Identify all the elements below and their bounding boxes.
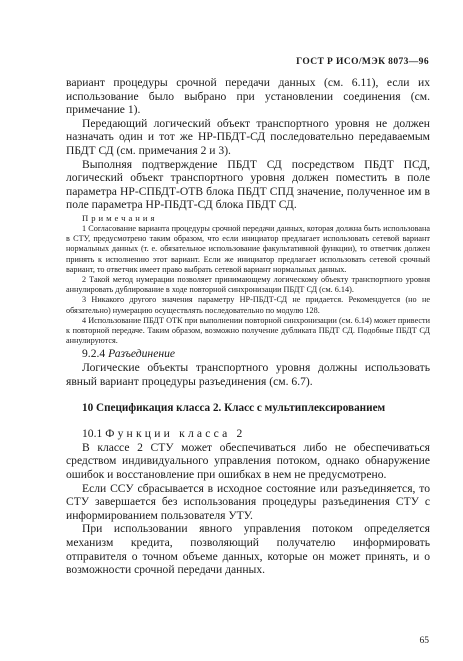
note-item: 3 Никакого другого значения параметру НР-ПБДТ-СД не придается. Рекомендуется (но не обязательно) нумерацию осуществлять последовательно по модулю 128. — [66, 295, 430, 315]
section-sub-heading — [66, 427, 430, 441]
sub-title: Функции класса 2 — [105, 427, 246, 441]
notes-heading: Примечания — [82, 212, 158, 223]
subsection-title: Разъединение — [108, 347, 176, 361]
note-item: 4 Использование ПБДТ ОТК при выполнении повторной синхронизации (см. 6.14) может привести к повторной передаче. Таким образом, возможно получение дубликата ПБДТ СД. Подобные ПБДТ СД аннулируются. — [66, 315, 430, 346]
paragraph: вариант процедуры срочной передачи данных (см. 6.11), если их использование было выбрано при установлении соединения (см. примечание 1). — [66, 76, 430, 117]
paragraph: Выполняя подтверждение ПБДТ СД посредством ПБДТ ПСД, логический объект транспортного уровня должен поместить в поле параметра НР-СПБДТ-ОТВ блока ПБДТ СПД значение, полученное им в поле параметра НР-ПБДТ-СД блока ПБДТ СД. — [66, 157, 430, 212]
page-header: ГОСТ Р ИСО/МЭК 8073—96 — [296, 57, 429, 67]
note-item: 2 Такой метод нумерации позволяет принимающему логическому объекту транспортного уровня аннулировать дублирование в ходе повторной синхронизации ПБДТ СД (см. 6.14). — [66, 274, 430, 295]
paragraph: Передающий логический объект транспортного уровня не должен назначать один и тот же НР-ПБДТ-СД последовательно передаваемым ПБДТ СД (см. примечания 2 и 3). — [66, 116, 430, 157]
paragraph: В классе 2 СТУ может обеспечиваться либо не обеспечиваться средством индивидуального управления потоком, однако обнаружение ошибок и восстановление при ошибках в нем не предусмотрено. — [66, 440, 430, 481]
paragraph: При использовании явного управления потоком определяется механизм кредита, позволяющий получателю информировать отправителя о точном объеме данных, которые он может принять, и о возможности срочной передачи данных. — [66, 522, 430, 577]
page-content — [66, 76, 430, 577]
subsection-number: 9.2.4 — [82, 347, 106, 361]
paragraph: Логические объекты транспортного уровня должны использовать явный вариант процедуры разъединения (см. 6.7). — [66, 360, 430, 388]
note-item: 1 Согласование варианта процедуры срочной передачи данных, которая должна быть использована в СТУ, предусмотрено таким образом, что если инициатор предлагает использовать сетевой вариант нормальных данных (т. е. обязательное использование факультативной функции), то ответчик должен принять к исполнению этот вариант. Если же инициатор предлагает использовать сетевой срочный вариант, то ответчик имеет право выбрать сетевой вариант нормальных данных. — [66, 223, 430, 274]
section-title: 10 Спецификация класса 2. Класс с мультиплексированием — [82, 402, 386, 415]
sub-number: 10.1 — [82, 427, 103, 441]
page-number: 65 — [419, 636, 429, 646]
subsection-heading — [66, 347, 430, 361]
paragraph: Если ССУ сбрасывается в исходное состояние или разъединяется, то СТУ завершается без использования процедуры разъединения СТУ с информированием пользователя УТУ. — [66, 481, 430, 522]
